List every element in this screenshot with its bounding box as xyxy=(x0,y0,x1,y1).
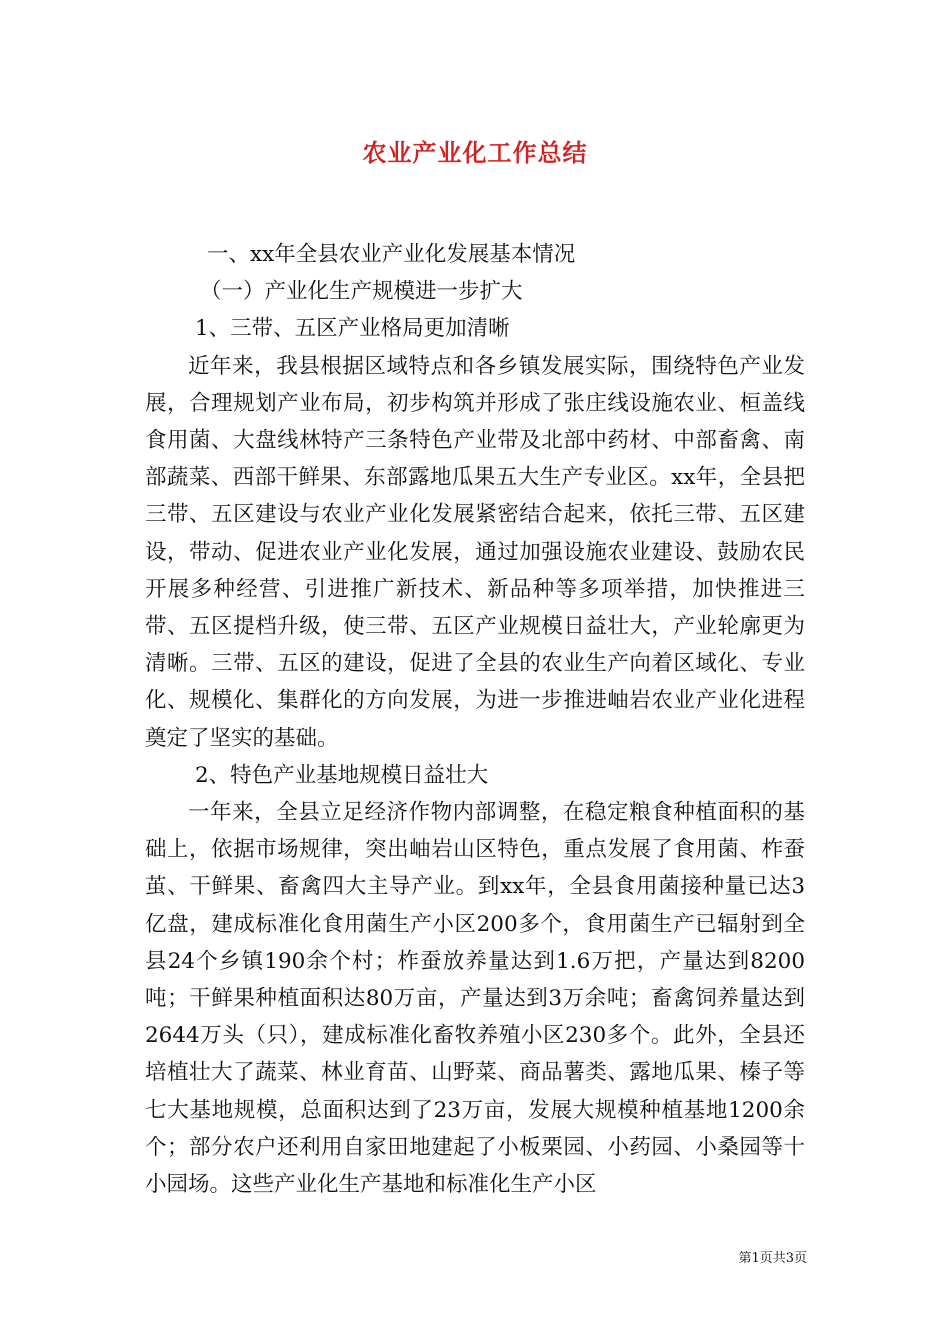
subsection-heading-1: （一）产业化生产规模进一步扩大 xyxy=(200,279,523,305)
section-heading-1: 一、xx年全县农业产业化发展基本情况 xyxy=(207,242,576,267)
item-heading-1: 1、三带、五区产业格局更加清晰 xyxy=(195,316,510,342)
document-title: 农业产业化工作总结 xyxy=(362,138,588,167)
item-heading-2: 2、特色产业基地规模日益壮大 xyxy=(195,762,489,788)
body-paragraph-1: 近年来，我县根据区域特点和各乡镇发展实际，围绕特色产业发展，合理规划产业布局，初步构筑并形成了张庄线设施农业、桓盖线食用菌、大盘线林特产三条特色产业带及北部中药材、中部畜禽、南部蔬菜、西部干鲜果、东部露地瓜果五大生产专业区。xx年，全县把三带、五区建设与农业产业化发展紧密结合起来，依托三带、五区建设，带动、促进农业产业化发展，通过加强设施农业建设、鼓励农民开展多种经营、引进推广新技术、新品种等多项举措，加快推进三带、五区提档升级，使三带、五区产业规模日益壮大，产业轮廓更为清晰。三带、五区的建设，促进了全县的农业生产向着区域化、专业化、规模化、集群化的方向发展，为进一步推进岫岩农业产业化进程奠定了坚实的基础。 xyxy=(145,353,805,751)
body-paragraph-2: 一年来，全县立足经济作物内部调整，在稳定粮食种植面积的基础上，依据市场规律，突出岫岩山区特色，重点发展了食用菌、柞蚕茧、干鲜果、畜禽四大主导产业。到xx年，全县食用菌接种量已达3亿盘，建成标准化食用菌生产小区200多个，食用菌生产已辐射到全县24个乡镇190余个村；柞蚕放养量达到1.6万把，产量达到8200吨；干鲜果种植面积达80万亩，产量达到3万余吨；畜禽饲养量达到2644万头（只），建成标准化畜牧养殖小区230多个。此外，全县还培植壮大了蔬菜、林业育苗、山野菜、商品薯类、露地瓜果、榛子等七大基地规模，总面积达到了23万亩，发展大规模种植基地1200余个；部分农户还利用自家田地建起了小板栗园、小药园、小桑园等十小园场。这些产业化生产基地和标准化生产小区 xyxy=(145,800,805,1198)
page-number: 第1页共3页 xyxy=(738,1251,807,1266)
document-body xyxy=(145,236,805,1203)
